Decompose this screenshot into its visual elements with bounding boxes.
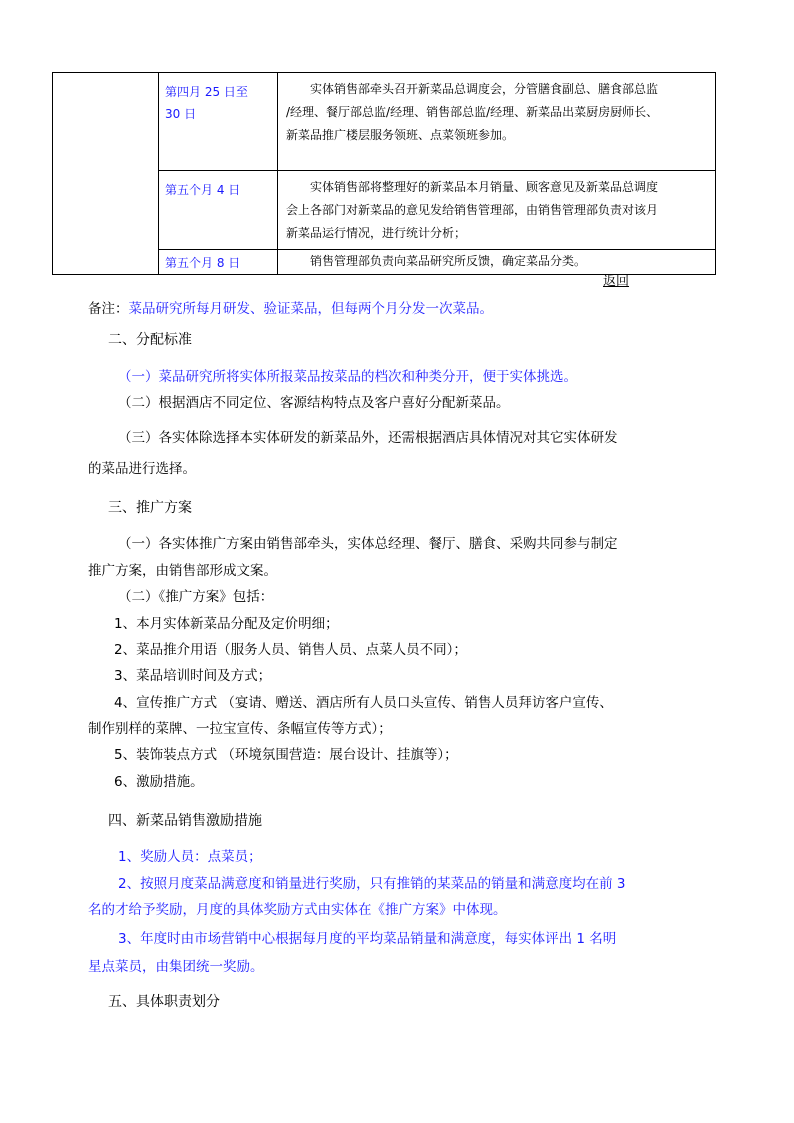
sec3-item-5: 5、装饰装点方式 （环境氛围营造：展台设计、挂旗等）；	[114, 747, 458, 763]
section-3-title: 三、推广方案	[108, 500, 192, 516]
section-5-title: 五、具体职责划分	[108, 994, 220, 1010]
merged-left-cell	[53, 73, 159, 275]
date-text: 第五个月 4 日	[165, 183, 241, 197]
date-cell	[159, 73, 278, 171]
desc-text: 实体销售部将整理好的新菜品本月销量、顾客意见及新菜品总调度	[310, 180, 659, 194]
date-text: 30 日	[165, 107, 197, 121]
desc-text: /经理、餐厅部总监/经理、销售部总监/经理、新菜品出菜厨房厨师长、	[286, 105, 659, 119]
schedule-table	[52, 72, 716, 275]
section-4-title: 四、新菜品销售激励措施	[108, 813, 262, 829]
date-text: 第五个月 8 日	[165, 256, 241, 270]
sec3-para-1-cont: 推广方案，由销售部形成文案。	[88, 563, 277, 579]
sec3-item-2: 2、菜品推介用语（服务人员、销售人员、点菜人员不同）；	[114, 642, 467, 658]
date-text: 第四月 25 日至	[165, 85, 248, 99]
sec3-item-1: 1、本月实体新菜品分配及定价明细；	[114, 616, 339, 632]
desc-text: 销售管理部负责向菜品研究所反馈，确定菜品分类。	[310, 254, 587, 268]
date-cell	[159, 171, 278, 250]
back-link[interactable]: 返回	[603, 274, 630, 289]
sec3-item-6: 6、激励措施。	[114, 774, 204, 790]
sec4-para-2-cont: 名的才给予奖励，月度的具体奖励方式由实体在《推广方案》中体现。	[88, 902, 507, 918]
note-label: 备注：	[88, 301, 129, 317]
sec4-para-3-cont: 星点菜员，由集团统一奖励。	[88, 959, 264, 975]
desc-cell	[278, 250, 716, 275]
sec4-para-3: 3、年度时由市场营销中心根据每月度的平均菜品销量和满意度，每实体评出 1 名明	[118, 931, 617, 947]
section-2-title: 二、分配标准	[108, 332, 192, 348]
desc-text: 会上各部门对新菜品的意见发给销售管理部，由销售管理部负责对该月	[286, 203, 659, 217]
sec3-para-1: （一）各实体推广方案由销售部牵头，实体总经理、餐厅、膳食、采购共同参与制定	[118, 536, 618, 552]
sec4-para-2: 2、按照月度菜品满意度和销量进行奖励，只有推销的某菜品的销量和满意度均在前 3	[118, 876, 626, 892]
sec3-item-4: 4、宣传推广方式 （宴请、赠送、酒店所有人员口头宣传、销售人员拜访客户宣传、	[114, 695, 613, 711]
sec2-para-2: （二）根据酒店不同定位、客源结构特点及客户喜好分配新菜品。	[118, 395, 510, 411]
note-text: 菜品研究所每月研发、验证菜品，但每两个月分发一次菜品。	[128, 301, 493, 317]
desc-text: 实体销售部牵头召开新菜品总调度会，分管膳食副总、膳食部总监	[310, 82, 659, 96]
desc-cell	[278, 73, 716, 171]
sec2-para-3-cont: 的菜品进行选择。	[88, 461, 196, 477]
desc-cell	[278, 171, 716, 250]
sec2-para-3: （三）各实体除选择本实体研发的新菜品外，还需根据酒店具体情况对其它实体研发	[118, 430, 618, 446]
date-cell	[159, 250, 278, 275]
table-row	[53, 73, 716, 171]
sec4-para-1: 1、奖励人员：点菜员；	[118, 849, 262, 865]
sec3-item-4-cont: 制作别样的菜牌、一拉宝宣传、条幅宣传等方式）；	[88, 721, 392, 737]
note-line	[88, 295, 718, 323]
sec3-para-2: （二）《推广方案》包括：	[118, 589, 274, 605]
desc-text: 新菜品运行情况，进行统计分析；	[286, 226, 467, 240]
desc-text: 新菜品推广楼层服务领班、点菜领班参加。	[286, 128, 515, 142]
sec3-item-3: 3、菜品培训时间及方式；	[114, 668, 272, 684]
sec2-para-1: （一）菜品研究所将实体所报菜品按菜品的档次和种类分开，便于实体挑选。	[118, 369, 577, 385]
